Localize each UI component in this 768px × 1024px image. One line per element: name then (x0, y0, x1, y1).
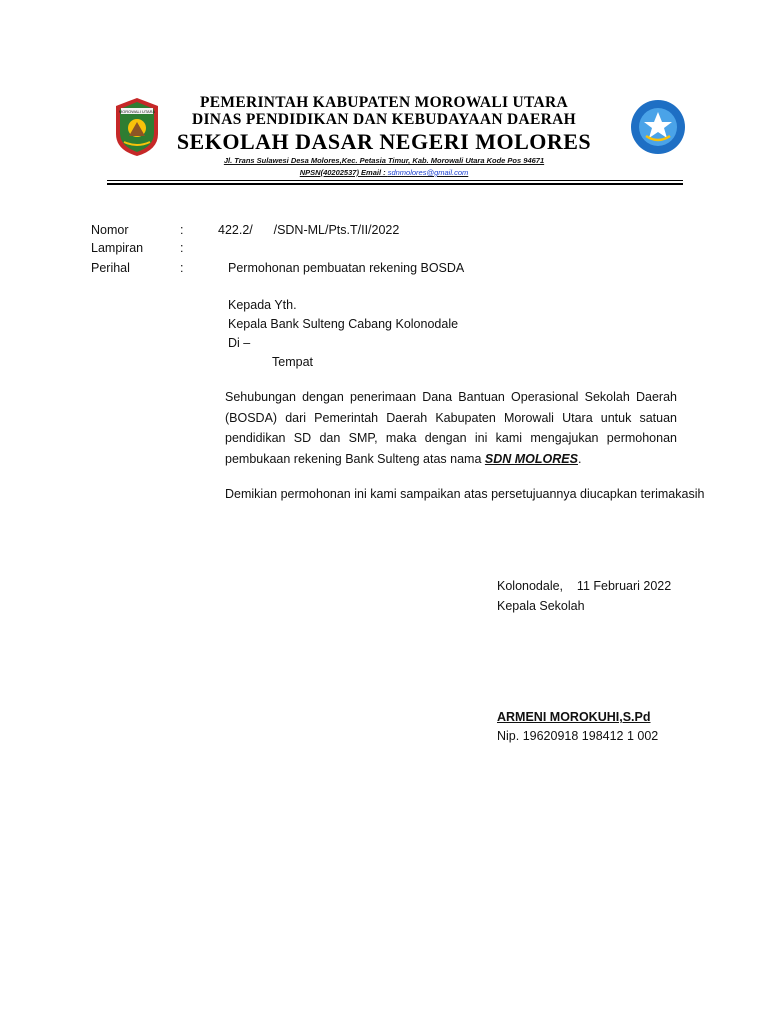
header-school-name: SEKOLAH DASAR NEGERI MOLORES (176, 129, 592, 154)
recipient-name: Kepala Bank Sulteng Cabang Kolonodale (228, 317, 459, 331)
lampiran-colon: : (180, 241, 184, 255)
header-government: PEMERINTAH KABUPATEN MOROWALI UTARA (199, 94, 568, 111)
signer-nip: Nip. 19620918 198412 1 002 (497, 729, 659, 743)
nomor-value: 422.2/ /SDN-ML/Pts.T/II/2022 (218, 223, 400, 237)
nomor-colon: : (180, 223, 184, 237)
header-department: DINAS PENDIDIKAN DAN KEBUDAYAAN DAERAH (191, 111, 577, 128)
recipient-at: Di – (228, 336, 251, 350)
nomor-label: Nomor (91, 223, 129, 237)
header-divider-thin (107, 180, 683, 181)
perihal-colon: : (180, 261, 184, 275)
recipient-place: Tempat (272, 355, 313, 369)
recipient-salutation: Kepada Yth. (228, 298, 297, 312)
npsn-label: NPSN(40202537) Email : (299, 168, 388, 177)
header-npsn-email (0, 168, 768, 177)
header-divider-thick (107, 183, 683, 185)
closing-paragraph: Demikian permohonan ini kami sampaikan atas persetujuannya diucapkan terimakasih (225, 487, 705, 501)
school-name-emphasis: SDN MOLORES (484, 451, 578, 466)
header-address: Jl. Trans Sulawesi Desa Molores,Kec. Petasia Timur, Kab. Morowali Utara Kode Pos 94671 (223, 156, 545, 165)
lampiran-label: Lampiran (91, 241, 144, 255)
body-paragraph (225, 387, 677, 469)
email-link[interactable]: sdnmolores@gmail.com (387, 168, 469, 177)
body-end: . (577, 451, 582, 466)
place-date: Kolonodale, 11 Februari 2022 (497, 579, 672, 593)
signer-name: ARMENI MOROKUHI,S.Pd (497, 710, 651, 724)
body-text: Sehubungan dengan penerimaan Dana Bantuan Operasional Sekolah Daerah (BOSDA) dari Pemerintah Daerah Kabupaten Morowali Utara untuk satuan pendidikan SD dan SMP, maka dengan ini kami mengajukan permohonan pembukaan rekening Bank Sulteng atas nama (225, 390, 677, 466)
perihal-value: Permohonan pembuatan rekening BOSDA (228, 261, 465, 275)
signer-title: Kepala Sekolah (497, 599, 585, 613)
svg-text:MOROWALI UTARA: MOROWALI UTARA (118, 108, 156, 114)
perihal-label: Perihal (91, 261, 130, 275)
